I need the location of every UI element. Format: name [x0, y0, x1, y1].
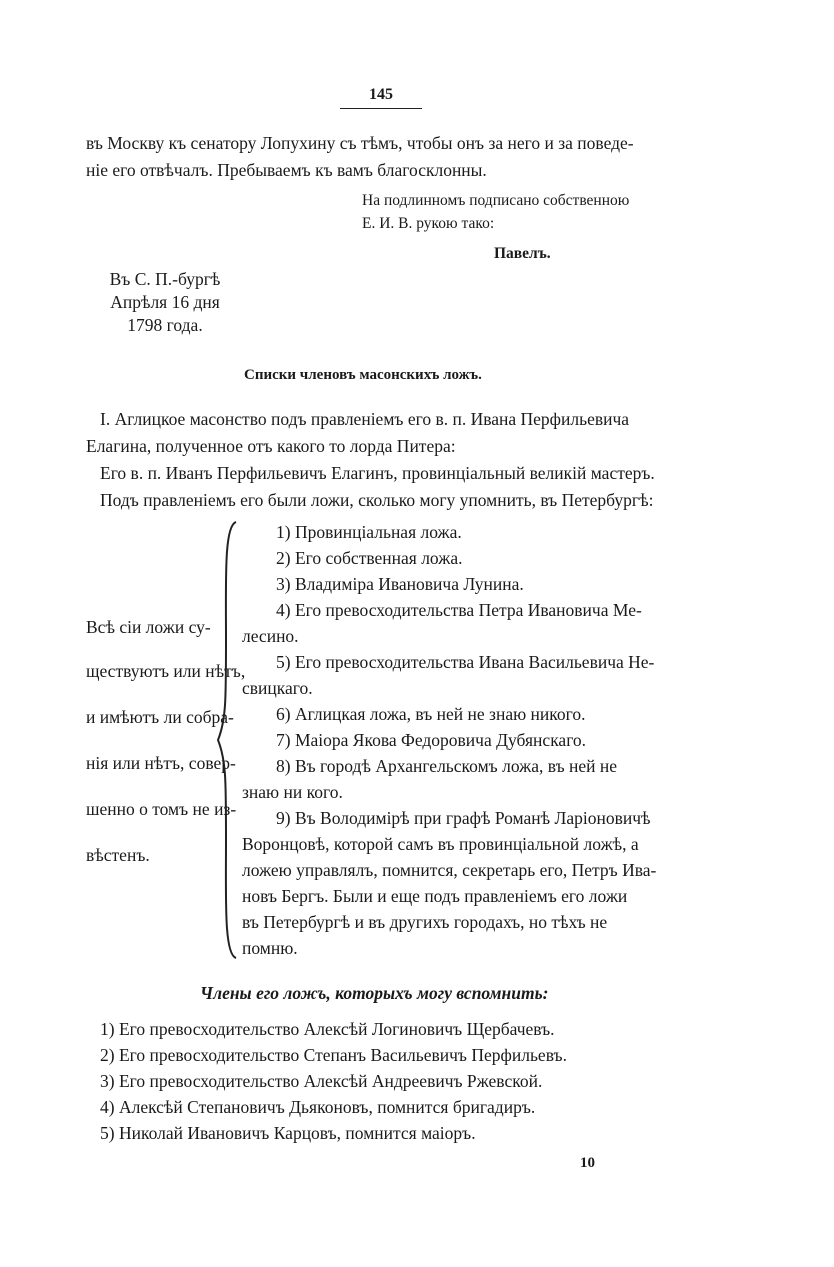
section-title: Списки членовъ масонскихъ ложъ. [244, 367, 482, 383]
lodge-item-7: 7) Маіора Якова Федоровича Дубянскаго. [276, 730, 587, 750]
footer-number: 10 [580, 1155, 595, 1171]
dateline-date: Апрѣля 16 дня [110, 292, 220, 312]
signature-name: Павелъ. [494, 245, 551, 262]
side-note-line-5: шенно о томъ не из- [86, 799, 237, 819]
members-title: Члены его ложъ, которыхъ могу вспомнить: [200, 983, 549, 1003]
lodge-item-9-cont-3: новъ Бергъ. Были и еще подъ правленіемъ его ложи [242, 886, 628, 906]
lodge-item-5-cont: свицкаго. [242, 678, 313, 698]
lodge-item-9-cont-1: Воронцовѣ, которой самъ въ провинціальной ложѣ, а [242, 834, 639, 854]
signature-line-1: На подлинномъ подписано собственною [362, 192, 630, 209]
lodge-item-8-cont: знаю ни кого. [242, 782, 343, 802]
curly-bracket [214, 520, 244, 960]
paragraph-line-1: I. Аглицкое масонство подъ правленіемъ его в. п. Ивана Перфильевича [100, 409, 630, 429]
lodge-item-9-cont-4: въ Петербургѣ и въ другихъ городахъ, но тѣхъ не [242, 912, 608, 932]
lodge-item-6: 6) Аглицкая ложа, въ ней не знаю никого. [276, 704, 586, 724]
member-item-2: 2) Его превосходительство Степанъ Васильевичъ Перфильевъ. [100, 1045, 567, 1065]
lodge-item-4: 4) Его превосходительства Петра Ивановича Ме- [276, 600, 642, 620]
side-note-line-6: вѣстенъ. [86, 845, 150, 865]
lodge-item-5: 5) Его превосходительства Ивана Васильевича Не- [276, 652, 655, 672]
paragraph-line-2: Елагина, полученное отъ какого то лорда Питера: [86, 436, 456, 456]
lodge-item-9-cont-5: помню. [242, 938, 298, 958]
side-note-line-4: нія или нѣтъ, совер- [86, 753, 236, 773]
signature-line-2: Е. И. В. рукою тако: [362, 215, 495, 232]
dateline-year: 1798 года. [127, 315, 203, 335]
lodge-item-9-cont-2: ложею управлялъ, помнится, секретарь его, Петръ Ива- [242, 860, 657, 880]
lodge-item-1: 1) Провинціальная ложа. [276, 522, 462, 542]
lodge-item-4-cont: лесино. [242, 626, 299, 646]
side-note-line-2: ществуютъ или нѣтъ, [86, 661, 246, 681]
member-item-1: 1) Его превосходительство Алексѣй Логиновичъ Щербачевъ. [100, 1019, 555, 1039]
side-note-line-3: и имѣютъ ли собра- [86, 707, 234, 727]
lodge-item-2: 2) Его собственная ложа. [276, 548, 463, 568]
lodge-item-8: 8) Въ городѣ Архангельскомъ ложа, въ ней не [276, 756, 617, 776]
dateline-place: Въ С. П.-бургѣ [109, 269, 221, 289]
paragraph-line-3: Его в. п. Иванъ Перфильевичъ Елагинъ, провинціальный великій мастеръ. [100, 463, 655, 483]
member-item-5: 5) Николай Ивановичъ Карцовъ, помнится маіоръ. [100, 1123, 476, 1143]
paragraph-line-4: Подъ правленіемъ его были ложи, сколько могу упомнить, въ Петербургѣ: [100, 490, 654, 510]
member-item-3: 3) Его превосходительство Алексѣй Андреевичъ Ржевской. [100, 1071, 543, 1091]
page-number: 145 [340, 84, 422, 109]
lodge-item-3: 3) Владиміра Ивановича Лунина. [276, 574, 524, 594]
lodge-item-9: 9) Въ Володимірѣ при графѣ Романѣ Ларіоновичѣ [276, 808, 651, 828]
side-note-line-1: Всѣ сіи ложи су- [86, 617, 211, 637]
intro-line-1: въ Москву къ сенатору Лопухину съ тѣмъ, чтобы онъ за него и за поведе- [86, 133, 634, 153]
member-item-4: 4) Алексѣй Степановичъ Дьяконовъ, помнится бригадиръ. [100, 1097, 536, 1117]
intro-line-2: ніе его отвѣчалъ. Пребываемъ къ вамъ благосклонны. [86, 160, 487, 180]
